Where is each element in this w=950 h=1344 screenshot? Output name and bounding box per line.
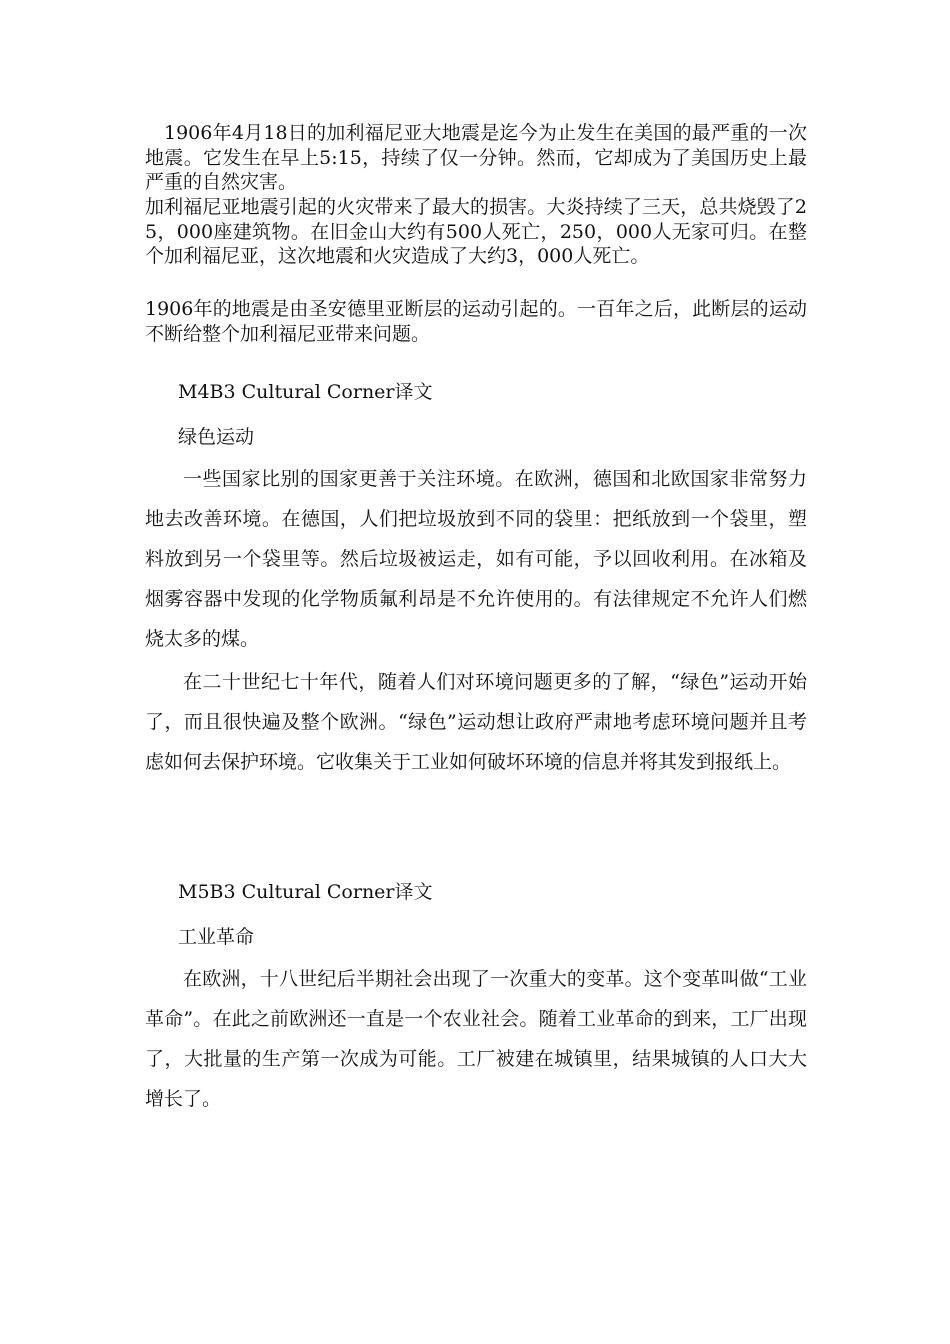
green-paragraph-2: 在二十世纪七十年代，随着人们对环境问题更多的了解，“绿色”运动开始了，而且很快遍及整个欧洲。“绿色”运动想让政府严肃地考虑环境问题并且考虑如何去保护环境。它收集关于工业如何破坏环境的信息并将其发到报纸上。 [145,671,807,773]
earthquake-paragraph-1: 1906年4月18日的加利福尼亚大地震是迄今为止发生在美国的最严重的一次地震。它发生在早上5:15，持续了仅一分钟。然而，它却成为了美国历史上最严重的自然灾害。 [145,122,807,193]
earthquake-paragraph-2: 加利福尼亚地震引起的火灾带来了最大的损害。大炎持续了三天，总共烧毁了25，000座建筑物。在旧金山大约有500人死亡，250，000人无家可归。在整个加利福尼亚，这次地震和火灾造成了大约3，000人死亡。 [145,196,807,267]
section-title-green-movement: 绿色运动 [178,426,255,448]
section-title-industrial-revolution: 工业革命 [178,926,255,948]
industrial-paragraph-1: 在欧洲，十八世纪后半期社会出现了一次重大的变革。这个变革叫做“工业革命”。在此之前欧洲还一直是一个农业社会。随着工业革命的到来，工厂出现了，大批量的生产第一次成为可能。工厂被建在城镇里，结果城镇的人口大大增长了。 [145,968,807,1110]
earthquake-paragraph-3: 1906年的地震是由圣安德里亚断层的运动引起的。一百年之后，此断层的运动不断给整个加利福尼亚带来问题。 [145,298,807,345]
section-heading-m5b3: M5B3 Cultural Corner译文 [178,881,433,903]
section-heading-m4b3: M4B3 Cultural Corner译文 [178,381,433,403]
green-paragraph-1: 一些国家比别的国家更善于关注环境。在欧洲，德国和北欧国家非常努力地去改善环境。在德国，人们把垃圾放到不同的袋里：把纸放到一个袋里，塑料放到另一个袋里等。然后垃圾被运走，如有可能，予以回收利用。在冰箱及烟雾容器中发现的化学物质氟利昂是不允许使用的。有法律规定不允许人们燃烧太多的煤。 [145,468,807,650]
